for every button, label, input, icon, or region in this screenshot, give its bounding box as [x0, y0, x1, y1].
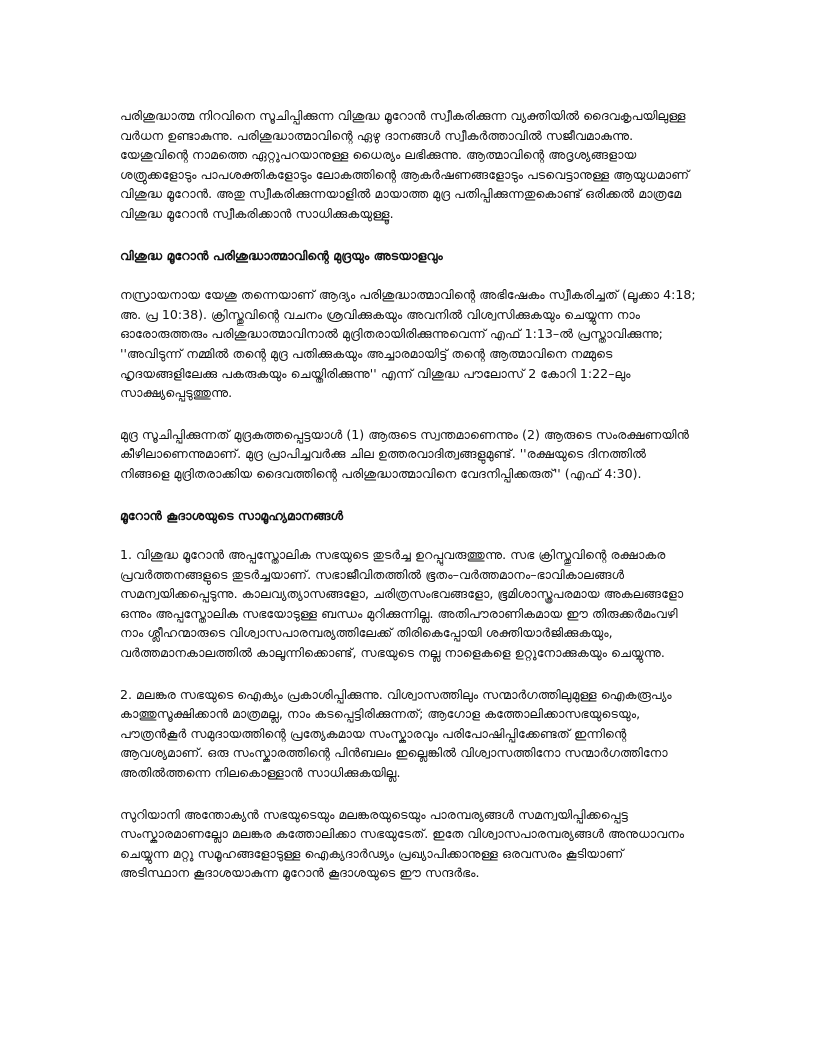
paragraph-malankara-unity: 2. മലങ്കര സഭയുടെ ഐക്യം പ്രകാശിപ്പിക്കുന്നു. വിശ്വാസത്തിലും സന്മാർഗത്തിലുമുള്ള ഐകരൂപ്യം കാത്തുസൂക്ഷിക്കാൻ മാത്രമല്ല, നാം കടപ്പെട്ടിരിക്കുന്നത്; ആഗോള കത്തോലിക്കാസഭയുടെയും, പൗത്രൻകൂർ സമുദായത്തിന്റെ പ്രത്യേകമായ സംസ്കാരവും പരിപോഷിപ്പിക്കേണ്ടത് ഇന്നിന്റെ ആവശ്യമാണ്. ഒരു സംസ്കാരത്തിന്റെ പിൻബലം ഇല്ലെങ്കിൽ വിശ്വാസത്തിനോ സന്മാർഗത്തിനോ അതിൽത്തന്നെ നിലകൊള്ളാൻ സാധിക്കുകയില്ല.: [120, 686, 672, 781]
paragraph-holy-spirit-fullness: പരിശുദ്ധാത്മ നിറവിനെ സൂചിപ്പിക്കുന്ന വിശുദ്ധ മൂറോൻ സ്വീകരിക്കുന്ന വ്യക്തിയിൽ ദൈവകൃപയിലുള്ള വർധന ഉണ്ടാകുന്നു. പരിശുദ്ധാത്മാവിന്റെ ഏഴു ദാനങ്ങൾ സ്വീകർത്താവിൽ സജീവമാകുന്നു. യേശുവിന്റെ നാമത്തെ ഏറ്റുപറയാനുള്ള ധൈര്യം ലഭിക്കുന്നു. ആത്മാവിന്റെ അദൃശ്യങ്ങളായ ശത്രുക്കളോടും പാപശക്തികളോടും ലോകത്തിന്റെ ആകർഷണങ്ങളോടും പടവെട്ടാനുള്ള ആയുധമാണ് വിശുദ്ധ മൂറോൻ. അതു സ്വീകരിക്കുന്നയാളിൽ മായാത്ത മുദ്ര പതിപ്പിക്കുന്നതുകൊണ്ട് ഒരിക്കൽ മാത്രമേ വിശുദ്ധ മൂറോൻ സ്വീകരിക്കാൻ സാധിക്കുകയുള്ളൂ.: [120, 108, 690, 221]
paragraph-syriac-tradition: സുറിയാനി അന്തോക്യൻ സഭയുടെയും മലങ്കരയുടെയും പാരമ്പര്യങ്ങൾ സമന്വയിപ്പിക്കപ്പെട്ട സംസ്കാരമാണല്ലോ മലങ്കര കത്തോലിക്കാ സഭയുടേത്. ഇതേ വിശ്വാസപാരമ്പര്യങ്ങൾ അനുധാവനം ചെയ്യുന്ന മറ്റു സമൂഹങ്ങളോടുള്ള ഐക്യദാർഢ്യം പ്രഖ്യാപിക്കാനുള്ള ഒരവസരം കൂടിയാണ് അടിസ്ഥാന കൂദാശയാകുന്ന മൂറോൻ കൂദാശയുടെ ഈ സന്ദർഭം.: [120, 806, 685, 881]
section-heading-seal-and-sign: വിശുദ്ധ മൂറോൻ പരിശുദ്ധാത്മാവിന്റെ മുദ്രയും അടയാളവും: [120, 247, 443, 263]
section-heading-social-dimensions: മൂറോൻ കൂദാശയുടെ സാമൂഹ്യമാനങ്ങൾ: [120, 507, 344, 523]
paragraph-apostolic-continuity: 1. വിശുദ്ധ മൂറോൻ അപ്പസ്തോലിക സഭയുടെ തുടർച്ച ഉറപ്പുവരുത്തുന്നു. സഭ ക്രിസ്തുവിന്റെ രക്ഷാകര പ്രവർത്തനങ്ങളുടെ തുടർച്ചയാണ്. സഭാജീവിതത്തിൽ ഭൂതം–വർത്തമാനം–ഭാവികാലങ്ങൾ സമന്വയിക്കപ്പെടുന്നു. കാലവ്യത്യാസങ്ങളോ, ചരിത്രസംഭവങ്ങളോ, ഭൂമിശാസ്ത്രപരമായ അകലങ്ങളോ ഒന്നും അപ്പസ്തോലിക സഭയോടുള്ള ബന്ധം മുറിക്കുന്നില്ല. അതിപൗരാണികമായ ഈ തിരുക്കർമംവഴി നാം ശ്ലീഹന്മാരുടെ വിശ്വാസപാരമ്പര്യത്തിലേക്ക് തിരികെപ്പോയി ശക്തിയാർജിക്കുകയും, വർത്തമാനകാലത്തിൽ കാലൂന്നിക്കൊണ്ട്, സഭയുടെ നല്ല നാളെകളെ ഉറ്റുനോക്കുകയും ചെയ്യുന്നു.: [120, 547, 684, 661]
paragraph-jesus-anointing: നസ്രായനായ യേശു തന്നെയാണ് ആദ്യം പരിശുദ്ധാത്മാവിന്റെ അഭിഷേകം സ്വീകരിച്ചത് (ലൂക്കാ 4:18; അ. പ്ര 10:38). ക്രിസ്തുവിന്റെ വചനം ശ്രവിക്കുകയും അവനിൽ വിശ്വസിക്കുകയും ചെയ്യുന്ന നാം ഓരോരുത്തരും പരിശുദ്ധാത്മാവിനാൽ മുദ്രിതരായിരിക്കുന്നുവെന്ന് എഫ് 1:13–ൽ പ്രസ്താവിക്കുന്നു; ''അവിടുന്ന് നമ്മിൽ തന്റെ മുദ്ര പതിക്കുകയും അച്ചാരമായിട്ട് തന്റെ ആത്മാവിനെ നമ്മുടെ ഹൃദയങ്ങളിലേക്കു പകരുകയും ചെയ്തിരിക്കുന്നു'' എന്ന് വിശുദ്ധ പൗലോസ് 2 കോറി 1:22–ലും സാക്ഷ്യപ്പെടുത്തുന്നു.: [120, 287, 696, 401]
paragraph-meaning-of-seal: മുദ്ര സൂചിപ്പിക്കുന്നത് മുദ്രകുത്തപ്പെട്ടയാൾ (1) ആരുടെ സ്വന്തമാണെന്നും (2) ആരുടെ സംരക്ഷണയിൻ കീഴിലാണെന്നുമാണ്. മുദ്ര പ്രാപിച്ചവർക്കു ചില ഉത്തരവാദിത്വങ്ങളുമുണ്ട്. ''രക്ഷയുടെ ദിനത്തിൽ നിങ്ങളെ മുദ്രിതരാക്കിയ ദൈവത്തിന്റെ പരിശുദ്ധാത്മാവിനെ വേദനിപ്പിക്കരുത്'' (എഫ് 4:30).: [120, 426, 689, 481]
